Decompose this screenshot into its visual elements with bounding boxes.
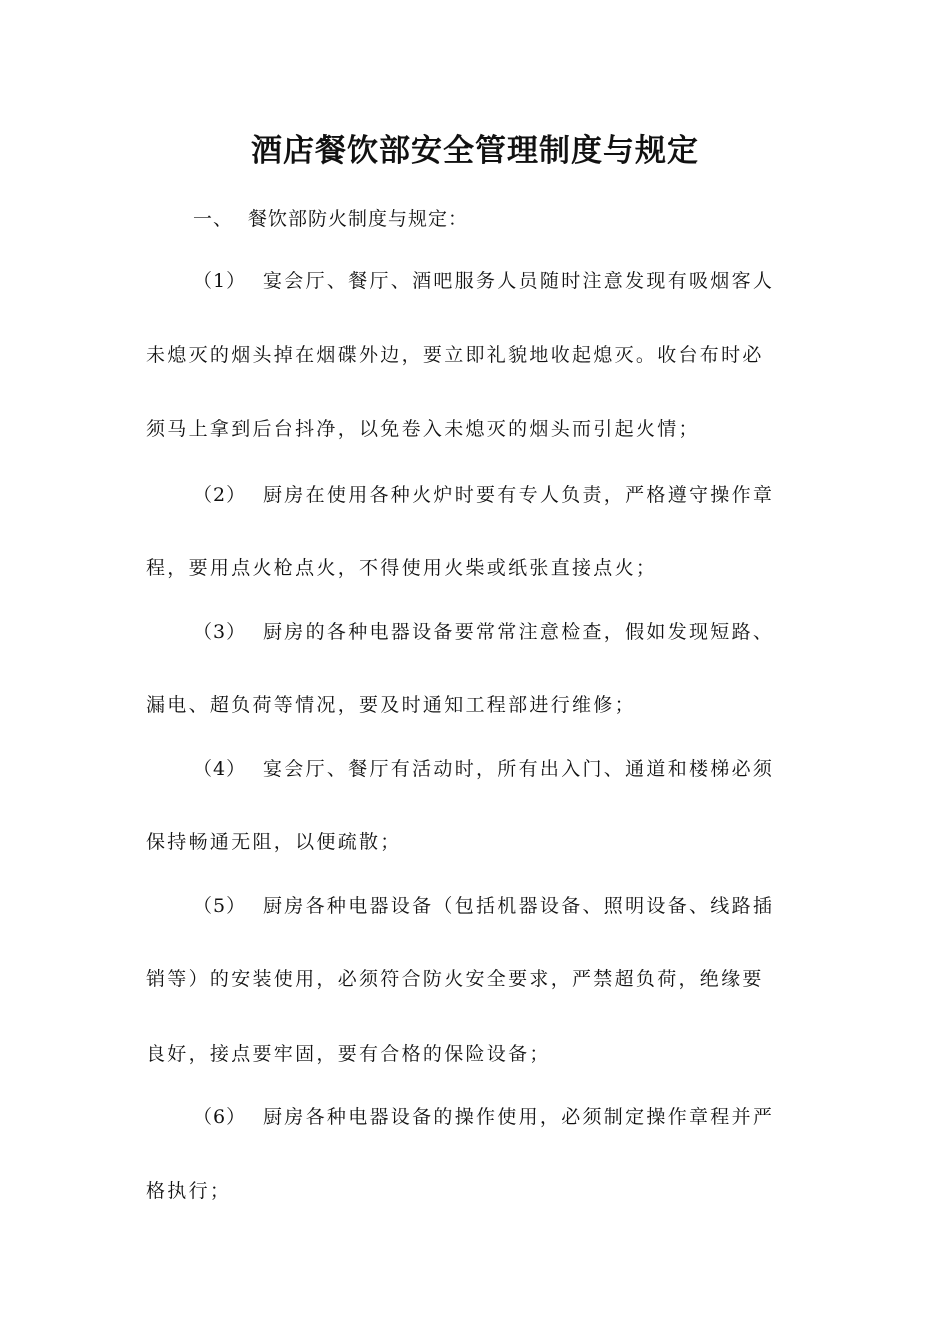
document-title: 酒店餐饮部安全管理制度与规定: [251, 133, 699, 169]
item-index: （1）: [193, 270, 247, 292]
item-index: （2）: [193, 484, 247, 506]
item-index: （5）: [193, 895, 247, 917]
paragraph-line: [193, 1102, 774, 1132]
item-text: 厨房在使用各种火炉时要有专人负责，严格遵守操作章: [263, 484, 775, 506]
paragraph-line: [193, 754, 774, 784]
paragraph-line: 须马上拿到后台抖净，以免卷入未熄灭的烟头而引起火情；: [146, 418, 700, 440]
item-text: 厨房的各种电器设备要常常注意检查，假如发现短路、: [263, 621, 775, 643]
item-index: （6）: [193, 1106, 247, 1128]
section-number: 一、: [193, 208, 234, 230]
paragraph-line: 漏电、超负荷等情况，要及时通知工程部进行维修；: [146, 694, 636, 716]
section-heading: [193, 204, 468, 234]
item-text: 宴会厅、餐厅、酒吧服务人员随时注意发现有吸烟客人: [263, 270, 775, 292]
paragraph-line: [193, 617, 774, 647]
item-text: 宴会厅、餐厅有活动时，所有出入门、通道和楼梯必须: [263, 758, 775, 780]
paragraph-line: 未熄灭的烟头掉在烟碟外边，要立即礼貌地收起熄灭。收台布时必: [146, 344, 764, 366]
section-heading-text: 餐饮部防火制度与规定：: [248, 208, 469, 230]
paragraph-line: 良好，接点要牢固，要有合格的保险设备；: [146, 1043, 551, 1065]
item-index: （4）: [193, 758, 247, 780]
item-text: 厨房各种电器设备的操作使用，必须制定操作章程并严: [263, 1106, 775, 1128]
item-text: 厨房各种电器设备（包括机器设备、照明设备、线路插: [263, 895, 775, 917]
paragraph-line: [193, 891, 774, 921]
paragraph-line: 保持畅通无阻，以便疏散；: [146, 831, 402, 853]
paragraph-line: 格执行；: [146, 1180, 232, 1202]
item-index: （3）: [193, 621, 247, 643]
paragraph-line: 程，要用点火枪点火，不得使用火柴或纸张直接点火；: [146, 557, 658, 579]
paragraph-line: [193, 266, 774, 296]
paragraph-line: [193, 480, 774, 510]
paragraph-line: 销等）的安装使用，必须符合防火安全要求，严禁超负荷，绝缘要: [146, 968, 764, 990]
